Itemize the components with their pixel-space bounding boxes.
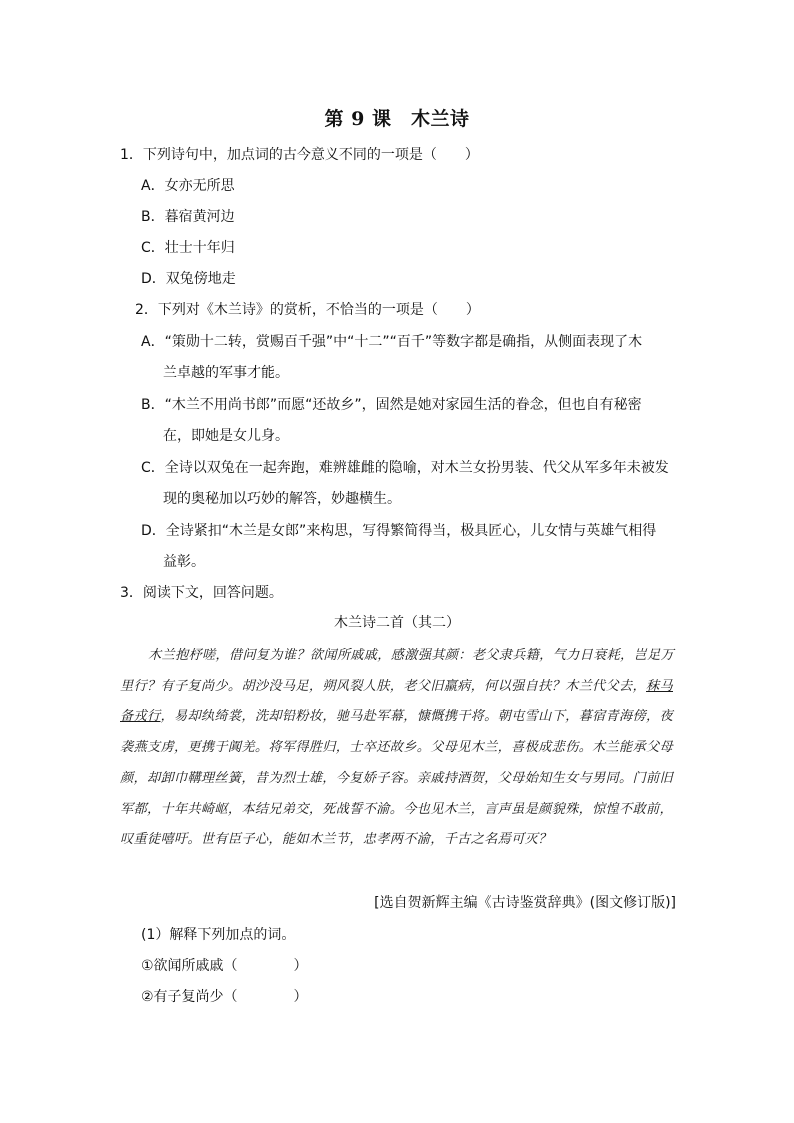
question-2-option-d-cont: 益彰。 [163,554,205,570]
question-2-option-c: C．全诗以双兔在一起奔跑，难辨雄雌的隐喻，对木兰女扮男装、代父从军多年未被发 [141,460,669,476]
question-2-option-b: B．“木兰不用尚书郎”而愿“还故乡”，固然是她对家园生活的眷念，但也自有秘密 [141,397,642,413]
question-2-option-a-cont: 兰卓越的军事才能。 [163,365,289,381]
source-citation: [选自贺新辉主编《古诗鉴赏辞典》(图文修订版)] [374,895,676,911]
question-1-option-d: D．双兔傍地走 [141,271,236,287]
question-2-option-b-cont: 在，即她是女儿身。 [163,428,289,444]
subquestion-1-stem: (1）解释下列加点的词。 [141,927,296,943]
question-1-option-b: B．暮宿黄河边 [141,209,235,225]
poem-title: 木兰诗二首（其二） [334,615,460,631]
poem-text [120,641,680,856]
question-3-stem: 3．阅读下文，回答问题。 [120,585,283,601]
page-title: 第 9 课 木兰诗 [324,108,470,130]
question-1-option-a: A．女亦无所思 [141,178,235,194]
subquestion-1-item-2: ②有子复尚少（ ） [141,989,308,1005]
question-1-stem: 1．下列诗句中，加点词的古今意义不同的一项是（ ） [120,147,479,163]
poem-underlined-phrase: 秣马备戎行 [120,678,673,725]
question-1-option-c: C．壮士十年归 [141,240,235,256]
subquestion-1-item-1: ①欲闻所戚戚（ ） [141,958,308,974]
poem-text-part-1: 木兰抱杼嗟，借问复为谁？欲闻所戚戚，感激强其颜：老父隶兵籍，气力日衰耗，岂足万里行？有子复尚少。胡沙没马足，朔风裂人肤，老父旧羸病，何以强自扶？木兰代父去， [120,648,675,694]
question-2-option-d: D．全诗紧扣“木兰是女郎”来构思，写得繁简得当，极具匠心，儿女情与英雄气相得 [141,523,657,539]
question-2-option-c-cont: 现的奥秘加以巧妙的解答，妙趣横生。 [163,491,401,507]
poem-text-part-2: ，易却纨绮裳，洗却铅粉妆，驰马赴军幕，慷慨携干将。朝屯雪山下，暮宿青海傍，夜袭燕支虏，更携于阗羌。将军得胜归，士卒还故乡。父母见木兰，喜极成悲伤。木兰能承父母颜，却卸巾鞲理丝簧，昔为烈士雄，今复娇子容。亲戚持酒贺，父母始知生女与男同。门前旧军都，十年共崎岖，本结兄弟交，死战誓不渝。今也见木兰，言声虽是颜貌殊，惊惶不敢前，叹重徒嘻吁。世有臣子心，能如木兰节，忠孝两不渝，千古之名焉可灭？ [120,709,673,848]
question-2-stem: 2．下列对《木兰诗》的赏析，不恰当的一项是（ ） [135,302,480,318]
question-2-option-a: A．“策勋十二转，赏赐百千强”中“十二”“百千”等数字都是确指，从侧面表现了木 [141,334,643,350]
